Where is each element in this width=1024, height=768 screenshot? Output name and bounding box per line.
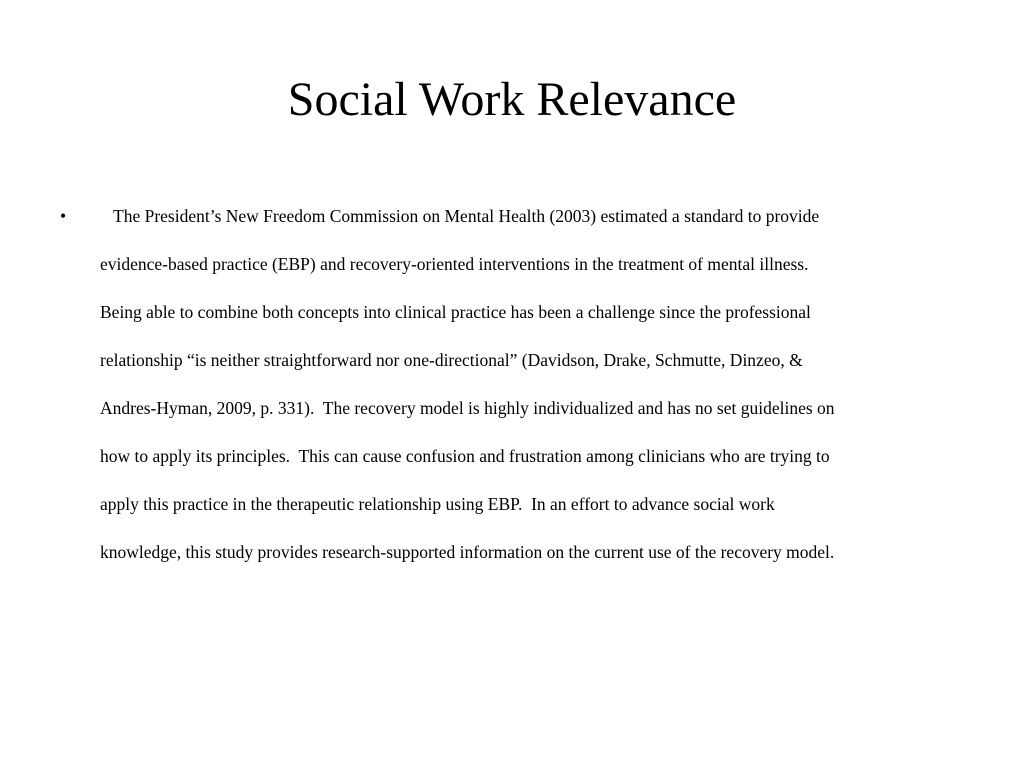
paragraph-line: Andres-Hyman, 2009, p. 331). The recovery model is highly individualized and has no set guidelines on — [100, 398, 835, 418]
bullet-item — [60, 192, 960, 576]
slide-title: Social Work Relevance — [287, 73, 737, 126]
paragraph-line: evidence-based practice (EBP) and recovery-oriented interventions in the treatment of mental illness. — [100, 254, 809, 274]
bullet-list — [60, 192, 960, 576]
paragraph-line: relationship “is neither straightforward nor one-directional” (Davidson, Drake, Schmutte, Dinzeo, & — [100, 350, 803, 370]
paragraph-line: how to apply its principles. This can cause confusion and frustration among clinicians who are trying to — [100, 446, 830, 466]
bullet-marker: • — [60, 206, 67, 226]
paragraph-line: Being able to combine both concepts into clinical practice has been a challenge since the professional — [100, 302, 811, 322]
paragraph-line: knowledge, this study provides research-supported information on the current use of the recovery model. — [100, 542, 835, 562]
paragraph-line: The President’s New Freedom Commission on Mental Health (2003) estimated a standard to provide — [113, 206, 820, 226]
paragraph-line: apply this practice in the therapeutic relationship using EBP. In an effort to advance social work — [100, 494, 775, 514]
